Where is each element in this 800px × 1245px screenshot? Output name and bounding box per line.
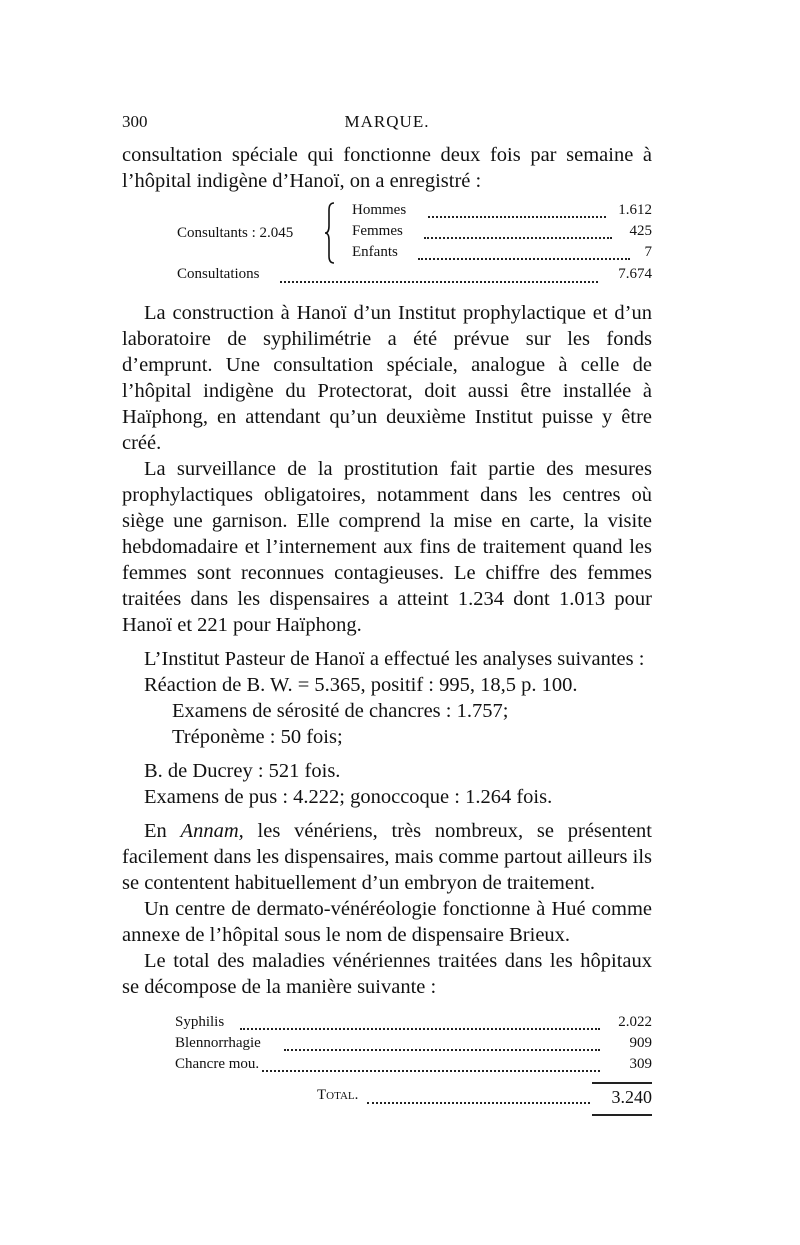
page-header (122, 112, 652, 142)
row-value: 909 (629, 1035, 652, 1051)
paragraph-construction: La construction à Hanoï d’un Institut prophylactique et d’un laboratoire de syphilimétrie a été prévue sur les fonds d’emprunt. Une consultation spéciale, analogue à celle de l’hôpital indigène du Protectorat, doit aussi être installée à Haïphong, en attendant qu’un deuxième Institut puisse y être créé. (122, 302, 652, 454)
paragraph-surveillance: La surveillance de la prostitution fait partie des mesures prophylactiques obligatoires, notamment dans les centres où siège une garnison. Elle comprend la mise en carte, la visite hebdomadaire et l’internement aux fins de traitement quand les femmes sont reconnues contagieuses. Le chiffre des femmes traitées dans les dispensaires a atteint 1.234 dont 1.013 pour Hanoï et 221 pour Haïphong. (122, 458, 652, 636)
pasteur-reaction: Réaction de B. W. = 5.365, positif : 995, 18,5 p. 100. (144, 674, 578, 696)
page-number: 300 (122, 112, 148, 131)
consultations-label: Consultations (177, 266, 260, 282)
consultants-row (352, 223, 652, 244)
total-row (122, 1087, 652, 1113)
total-label: Total. (317, 1087, 359, 1103)
table-row (122, 1056, 652, 1077)
dot-leader (262, 1070, 600, 1072)
dot-leader (280, 281, 598, 283)
row-label: Hommes (352, 202, 407, 218)
consultants-row (352, 244, 652, 265)
dot-leader (428, 216, 606, 218)
row-value: 7 (644, 244, 652, 260)
consultants-row (352, 202, 652, 223)
brace-icon (324, 202, 336, 264)
table-row (122, 1035, 652, 1056)
consultants-label: Consultants : 2.045 (177, 225, 294, 241)
total-value: 3.240 (611, 1087, 652, 1107)
dot-leader (367, 1102, 590, 1104)
consultations-value: 7.674 (618, 266, 652, 282)
dot-leader (424, 237, 612, 239)
row-label: Enfants (352, 244, 398, 260)
annam-after: les vénériens, très nombreux, se présentent facilement dans les dispensaires, mais comme partout ailleurs ils se contentent habituellement d’un embryon de traitement. (122, 820, 653, 894)
dot-leader (284, 1049, 600, 1051)
paragraph-annam (122, 818, 652, 896)
consultants-breakdown (122, 202, 652, 266)
row-label: Chancre mou. (175, 1056, 260, 1072)
row-label: Femmes (352, 223, 403, 239)
row-value: 1.612 (618, 202, 652, 218)
annam-place: Annam, (180, 820, 244, 842)
paragraph-hue: Un centre de dermato-vénéréologie fonctionne à Hué comme annexe de l’hôpital sous le nom de dispensaire Brieux. (122, 898, 652, 946)
pasteur-serosite: Examens de sérosité de chancres : 1.757; (172, 700, 509, 722)
row-value: 425 (629, 223, 652, 239)
paragraph-total: Le total des maladies vénériennes traitées dans les hôpitaux se décompose de la manière suivante : (122, 950, 652, 998)
pasteur-intro: L’Institut Pasteur de Hanoï a effectué les analyses suivantes : (144, 648, 645, 670)
row-label: Syphilis (175, 1014, 225, 1030)
total-rule-bottom (592, 1114, 652, 1116)
maladies-table (122, 1014, 652, 1113)
dot-leader (418, 258, 630, 260)
pasteur-treponeme: Tréponème : 50 fois; (172, 726, 343, 748)
dot-leader (240, 1028, 600, 1030)
document-page (122, 112, 652, 1113)
pasteur-ducrey: B. de Ducrey : 521 fois. (144, 760, 341, 782)
annam-before: En (144, 820, 181, 842)
total-rule-top (592, 1082, 652, 1084)
row-label: Blennorrhagie (175, 1035, 261, 1051)
table-row (122, 1014, 652, 1035)
row-value: 2.022 (618, 1014, 652, 1030)
pasteur-pus: Examens de pus : 4.222; gonoccoque : 1.264 fois. (144, 786, 553, 808)
row-value: 309 (629, 1056, 652, 1072)
consultations-row (122, 266, 652, 290)
intro-paragraph: consultation spéciale qui fonctionne deux fois par semaine à l’hôpital indigène d’Hanoï, on a enregistré : (122, 144, 652, 192)
running-title: MARQUE. (344, 112, 430, 131)
